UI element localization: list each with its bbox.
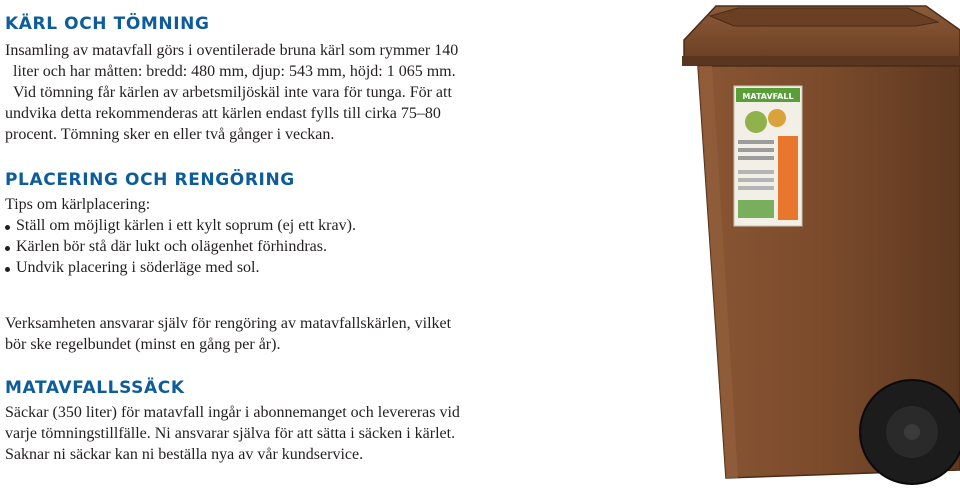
- list-item-text: Ställ om möjligt kärlen i ett kylt soprum (ej ett krav).: [16, 217, 356, 234]
- list-item: [5, 257, 356, 278]
- tips-list: [5, 215, 356, 278]
- paragraph-rengoring: [5, 313, 451, 355]
- heading-karl-och-tomning: KÄRL OCH TÖMNING: [5, 14, 210, 34]
- text-line: Saknar ni säckar kan ni beställa nya av vår kundservice.: [5, 446, 364, 463]
- paragraph-karl: [5, 40, 458, 145]
- text-line: Säckar (350 liter) för matavfall ingår i abonnemanget och levereras vid: [5, 404, 460, 421]
- text-line: varje tömningstillfälle. Ni ansvarar själva för att sätta i säcken i kärlet.: [5, 425, 456, 442]
- tips-intro: Tips om kärlplacering:: [5, 196, 151, 213]
- heading-matavfallssack: MATAVFALLSSÄCK: [5, 378, 185, 398]
- text-line: Verksamheten ansvarar själv för rengöring av matavfallskärlen, vilket: [5, 315, 452, 332]
- lid-rim: [682, 56, 960, 66]
- list-item-text: Undvik placering i söderläge med sol.: [16, 259, 260, 276]
- list-item: [5, 215, 356, 236]
- lid-handle: [710, 8, 938, 26]
- text-line: Vid tömning får kärlen av arbetsmiljöskäl inte vara för tunga. För att: [13, 84, 452, 101]
- text-line: Insamling av matavfall görs i oventilerade bruna kärl som rymmer 140: [5, 42, 459, 59]
- text-line: liter och har måtten: bredd: 480 mm, djup: 543 mm, höjd: 1 065 mm.: [13, 63, 456, 80]
- text-line: undvika detta rekommenderas att kärlen endast fylls till cirka 75–80: [5, 105, 441, 122]
- bullet-icon: [5, 246, 10, 251]
- bullet-icon: [5, 225, 10, 230]
- sticker-label: [734, 86, 802, 226]
- list-item: [5, 236, 356, 257]
- heading-placering-och-rengoring: PLACERING OCH RENGÖRING: [5, 170, 295, 190]
- list-item-text: Kärlen bör stå där lukt och olägenhet förhindras.: [16, 238, 328, 255]
- text-line: procent. Tömning sker en eller två gånger i veckan.: [5, 126, 335, 143]
- brown-waste-bin-image: [676, 0, 960, 491]
- paragraph-sack: [5, 402, 460, 465]
- text-line: bör ske regelbundet (minst en gång per år).: [5, 336, 281, 353]
- sticker-text: MATAVFALL: [742, 92, 794, 101]
- bullet-icon: [5, 267, 10, 272]
- waste-bin-icon: [676, 0, 960, 491]
